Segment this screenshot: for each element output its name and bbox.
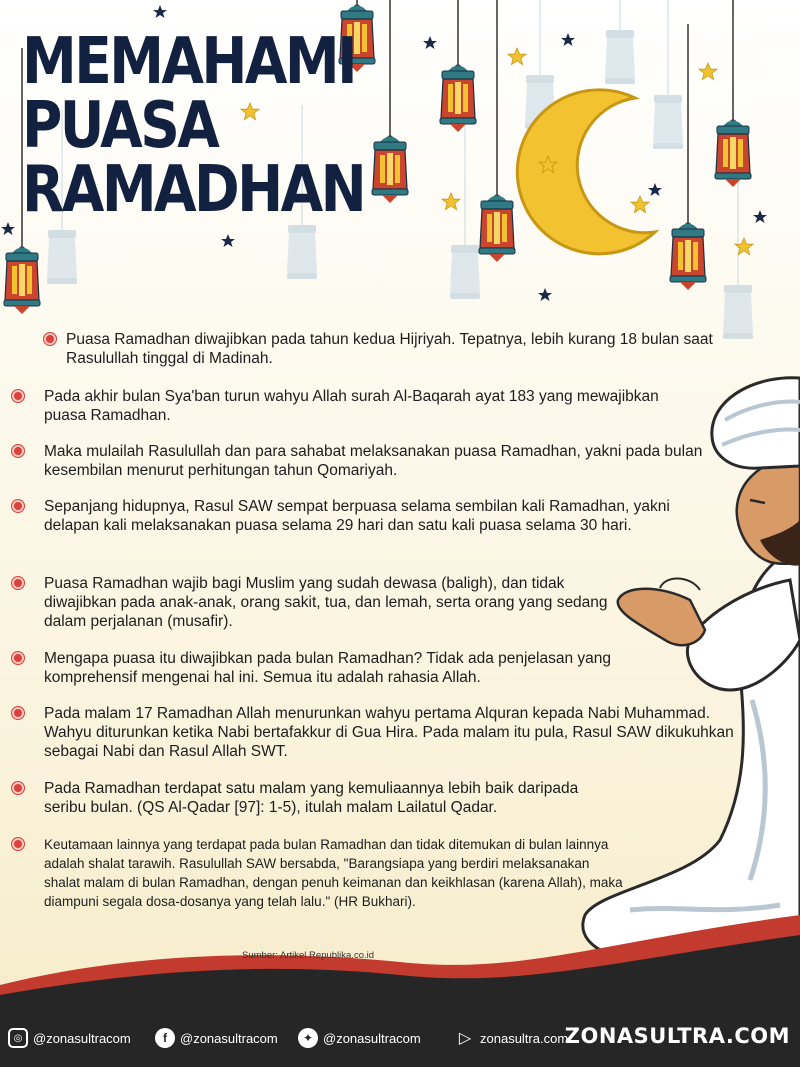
- list-item: [66, 330, 726, 368]
- list-item: [44, 649, 664, 687]
- footer: [0, 1012, 800, 1067]
- bullet-icon: [12, 445, 24, 457]
- list-item: [44, 387, 704, 425]
- bullet-icon: [12, 838, 24, 850]
- list-item-text: Pada akhir bulan Sya'ban turun wahyu Allah surah Al-Baqarah ayat 183 yang mewajibkan puasa Ramadhan.: [44, 388, 659, 424]
- list-item: [44, 497, 714, 535]
- bullet-icon: [44, 333, 56, 345]
- list-item-text: Mengapa puasa itu diwajibkan pada bulan Ramadhan? Tidak ada penjelasan yang komprehensif mengenai hal ini. Semua itu adalah rahasia Allah.: [44, 650, 612, 686]
- instagram-icon: ◎: [8, 1028, 28, 1048]
- bullet-icon: [12, 782, 24, 794]
- title-line-1: MEMAHAMI: [22, 25, 356, 99]
- list-item: [44, 704, 734, 761]
- play-icon: ▷: [458, 1030, 472, 1047]
- brand-logo: ZONASULTRA.COM: [564, 1024, 790, 1048]
- title-line-3: RAMADHAN: [22, 153, 365, 227]
- twitter-icon: ✦: [298, 1028, 318, 1048]
- list-item-text: Puasa Ramadhan diwajibkan pada tahun kedua Hijriyah. Tepatnya, lebih kurang 18 bulan saat Rasulullah tinggal di Madinah.: [66, 331, 713, 367]
- twitter-link[interactable]: [298, 1028, 421, 1048]
- bullet-icon: [12, 390, 24, 402]
- instagram-link[interactable]: [8, 1028, 131, 1048]
- bullet-icon: [12, 500, 24, 512]
- bullet-icon: [12, 652, 24, 664]
- list-item: [44, 835, 624, 911]
- facebook-handle: @zonasultracom: [180, 1030, 278, 1046]
- list-item-text: Keutamaan lainnya yang terdapat pada bulan Ramadhan dan tidak ditemukan di bulan lainnya adalah shalat tarawih. Rasulullah SAW bersabda, "Barangsiapa yang berdiri melaksanakan shalat malam di bulan Ramadhan, dengan penuh keimanan dan keikhlasan (karena Allah), maka diampuni segala dosa-dosanya yang telah lalu." (HR Bukhari).: [44, 837, 623, 909]
- source-note: Sumber: Artikel Republika.co.id: [242, 950, 375, 961]
- bullet-icon: [12, 577, 24, 589]
- list-item: [44, 442, 704, 480]
- list-item: [44, 779, 624, 817]
- list-item-text: Pada Ramadhan terdapat satu malam yang kemuliaannya lebih baik daripada seribu bulan. (QS Al-Qadar [97]: 1-5), itulah malam Lailatul Qadar.: [44, 780, 579, 816]
- list-item: [44, 574, 624, 631]
- list-item-text: Puasa Ramadhan wajib bagi Muslim yang sudah dewasa (baligh), dan tidak diwajibkan pada anak-anak, orang sakit, tua, dan lemah, serta orang yang sedang dalam perjalanan (musafir).: [44, 575, 608, 630]
- website-url: zonasultra.com: [480, 1030, 569, 1046]
- list-item-text: Sepanjang hidupnya, Rasul SAW sempat berpuasa selama sembilan kali Ramadhan, yakni delapan kali melaksanakan puasa selama 29 hari dan satu kali puasa selama 30 hari.: [44, 498, 670, 534]
- website-link[interactable]: [455, 1028, 568, 1048]
- twitter-handle: @zonasultracom: [323, 1030, 421, 1046]
- list-item-text: Maka mulailah Rasulullah dan para sahabat melaksanakan puasa Ramadhan, yakni pada bulan kesembilan menurut perhitungan tahun Qomariyah.: [44, 443, 703, 479]
- facebook-link[interactable]: [155, 1028, 278, 1048]
- title-line-2: PUASA: [22, 89, 218, 163]
- bullet-icon: [12, 707, 24, 719]
- instagram-handle: @zonasultracom: [33, 1030, 131, 1046]
- facebook-icon: f: [155, 1028, 175, 1048]
- list-item-text: Pada malam 17 Ramadhan Allah menurunkan wahyu pertama Alquran kepada Nabi Muhammad. Wahyu diturunkan ketika Nabi bertafakkur di Gua Hira. Pada malam itu pula, Rasul SAW dikukuhkan sebagai Nabi dan Rasul Allah SWT.: [44, 705, 734, 760]
